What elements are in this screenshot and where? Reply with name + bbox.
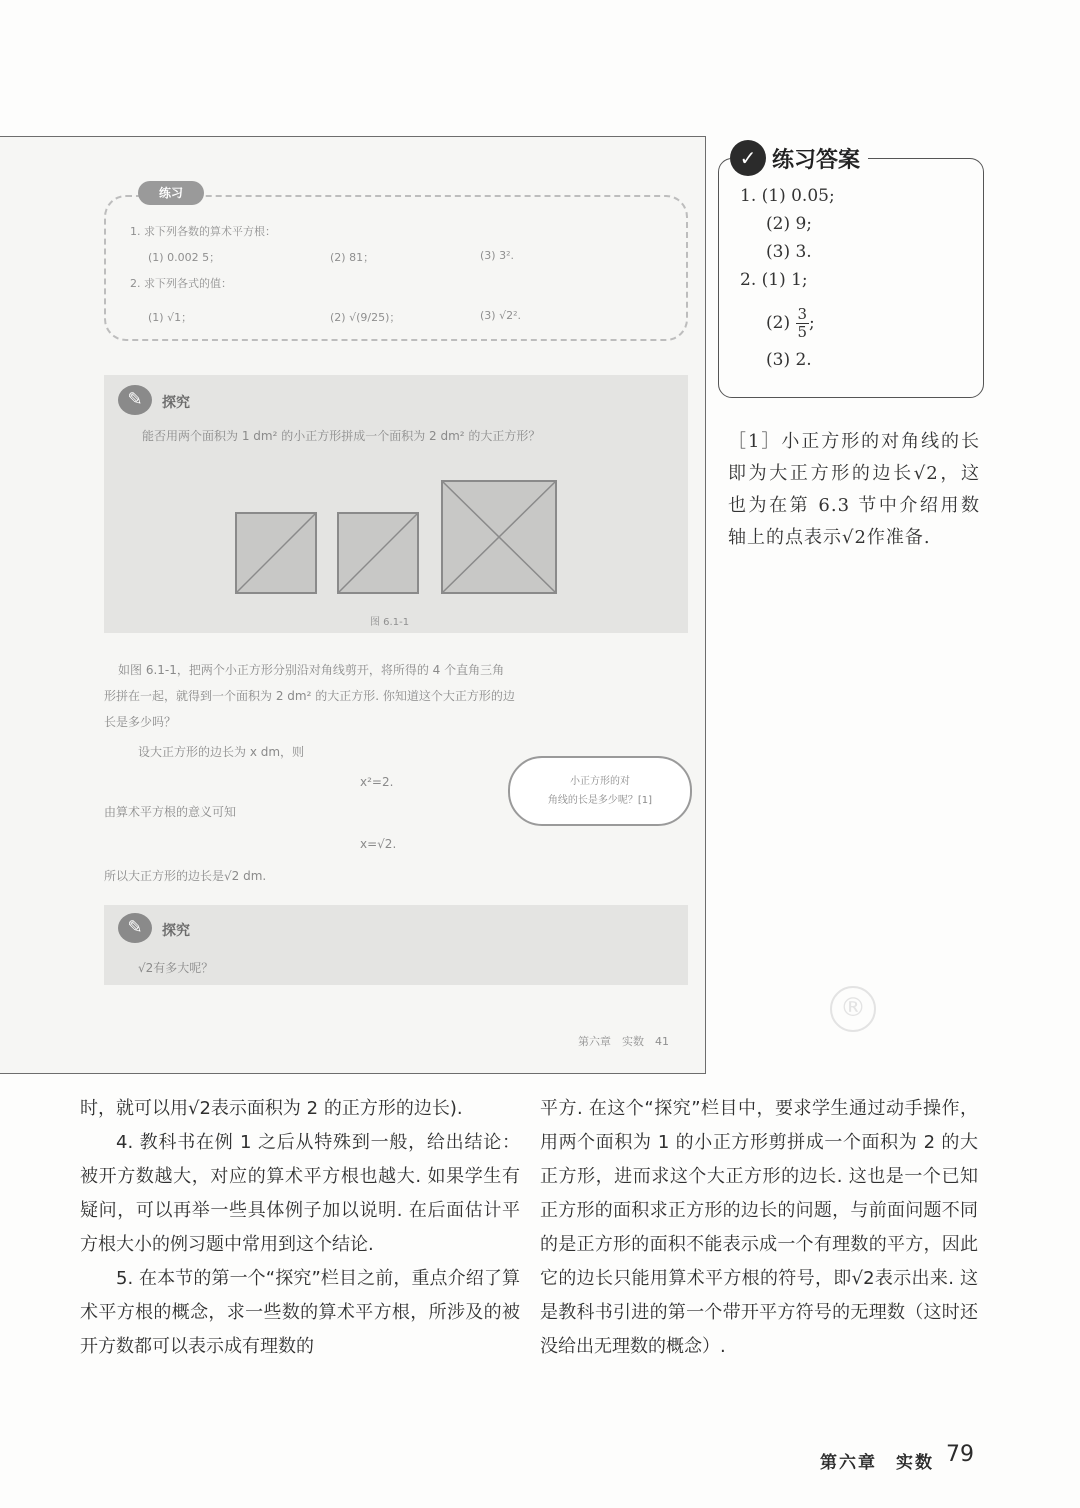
exercise-line: (1) √1； — [148, 311, 193, 324]
exercise-line: 1. 求下列各数的算术平方根： — [130, 225, 276, 238]
thought-cloud — [508, 756, 692, 826]
exercise-tab: 练习 — [138, 181, 204, 205]
fraction-suffix: ; — [809, 313, 815, 333]
inset-body-line: 如图 6.1-1，把两个小正方形分别沿对角线剪开，将所得的 4 个直角三角 — [118, 663, 505, 677]
inset-body-line: 设大正方形的边长为 x dm，则 — [138, 745, 305, 759]
inset-body-line: 形拼在一起，就得到一个面积为 2 dm² 的大正方形. 你知道这个大正方形的边 — [104, 689, 515, 703]
left-paragraph: 时，就可以用√2表示面积为 2 的正方形的边长). — [80, 1098, 463, 1119]
answer-line: (3) 2. — [766, 350, 812, 370]
left-paragraph: 4. 教科书在例 1 之后从特殊到一般，给出结论：被开方数越大，对应的算术平方根也越大. 如果学生有疑问，可以再举一些具体例子加以说明. 在后面估计平方根大小的例习题中常用到这个结论. — [80, 1132, 520, 1255]
answer-icon: ✓ — [730, 140, 766, 176]
inset-equation: x=√2. — [360, 837, 397, 851]
footer-chapter: 第六章 实数 — [820, 1453, 934, 1473]
exercise-line: (3) 3². — [480, 249, 514, 262]
left-column — [80, 1092, 520, 1364]
figure-caption: 图 6.1-1 — [370, 617, 410, 628]
answer-header — [730, 140, 868, 176]
inset-body-line: 长是多少吗？ — [104, 715, 177, 729]
cloud-line: 角线的长是多少呢？[1] — [547, 795, 653, 806]
page-number: 79 — [946, 1442, 974, 1467]
left-paragraph: 5. 在本节的第一个“探究”栏目之前，重点介绍了算术平方根的概念，求一些数的算术平方根，所涉及的被开方数都可以表示成有理数的 — [80, 1268, 520, 1357]
right-paragraph: 平方. 在这个“探究”栏目中，要求学生通过动手操作，用两个面积为 1 的小正方形剪拼成一个面积为 2 的大正方形，进而求这个大正方形的边长. 这也是一个已知正方形的面积求正方形的边长的问题，与前面问题不同的是正方形的面积不能表示成一个有理数的平方，因此它的边长只能用算术平方根的符号，即√2表示出来. 这是教科书引进的第一个带开平方符号的无理数（这时还没给出无理数的概念）. — [540, 1098, 978, 1357]
fraction-denominator: 5 — [797, 323, 808, 341]
inset-equation: x²=2. — [360, 775, 394, 789]
answer-label: (2) — [766, 313, 791, 333]
explore-title: 探究 — [162, 923, 190, 939]
explore-question: 能否用两个面积为 1 dm² 的小正方形拼成一个面积为 2 dm² 的大正方形？ — [142, 429, 541, 443]
answer-line: 1. (1) 0.05; — [740, 186, 835, 206]
exercise-line: 2. 求下列各式的值： — [130, 277, 232, 290]
cloud-line: 小正方形的对 — [570, 776, 630, 787]
inset-body-line: 由算术平方根的意义可知 — [104, 805, 237, 819]
answer-line: 2. (1) 1; — [740, 270, 808, 290]
answer-line: (2) 9; — [766, 214, 813, 234]
exercise-line: (2) 81； — [330, 251, 375, 264]
right-column — [540, 1092, 978, 1364]
square-figure — [230, 477, 560, 597]
explore-icon: ✎ — [118, 913, 152, 943]
explore-icon: ✎ — [118, 385, 152, 415]
answer-line: (3) 3. — [766, 242, 812, 262]
fraction — [796, 306, 810, 341]
inset-page-footer: 第六章 实数 41 — [578, 1035, 669, 1048]
exercise-line: (2) √(9/25)； — [330, 311, 401, 324]
answer-line-fraction — [766, 306, 815, 341]
explore-question-2: √2有多大呢？ — [138, 961, 214, 975]
embedded-textbook-page — [0, 136, 706, 1074]
explore-title: 探究 — [162, 395, 190, 411]
inset-body-line: 所以大正方形的边长是√2 dm. — [104, 869, 267, 883]
exercise-line: (1) 0.002 5； — [148, 251, 221, 264]
registered-watermark: ® — [830, 986, 876, 1032]
exercise-line: (3) √2². — [480, 309, 521, 322]
answer-title: 练习答案 — [772, 147, 861, 173]
fraction-numerator: 3 — [797, 305, 808, 323]
side-note: ［1］小正方形的对角线的长即为大正方形的边长√2，这也为在第 6.3 节中介绍用数轴上的点表示√2作准备. — [728, 431, 980, 548]
